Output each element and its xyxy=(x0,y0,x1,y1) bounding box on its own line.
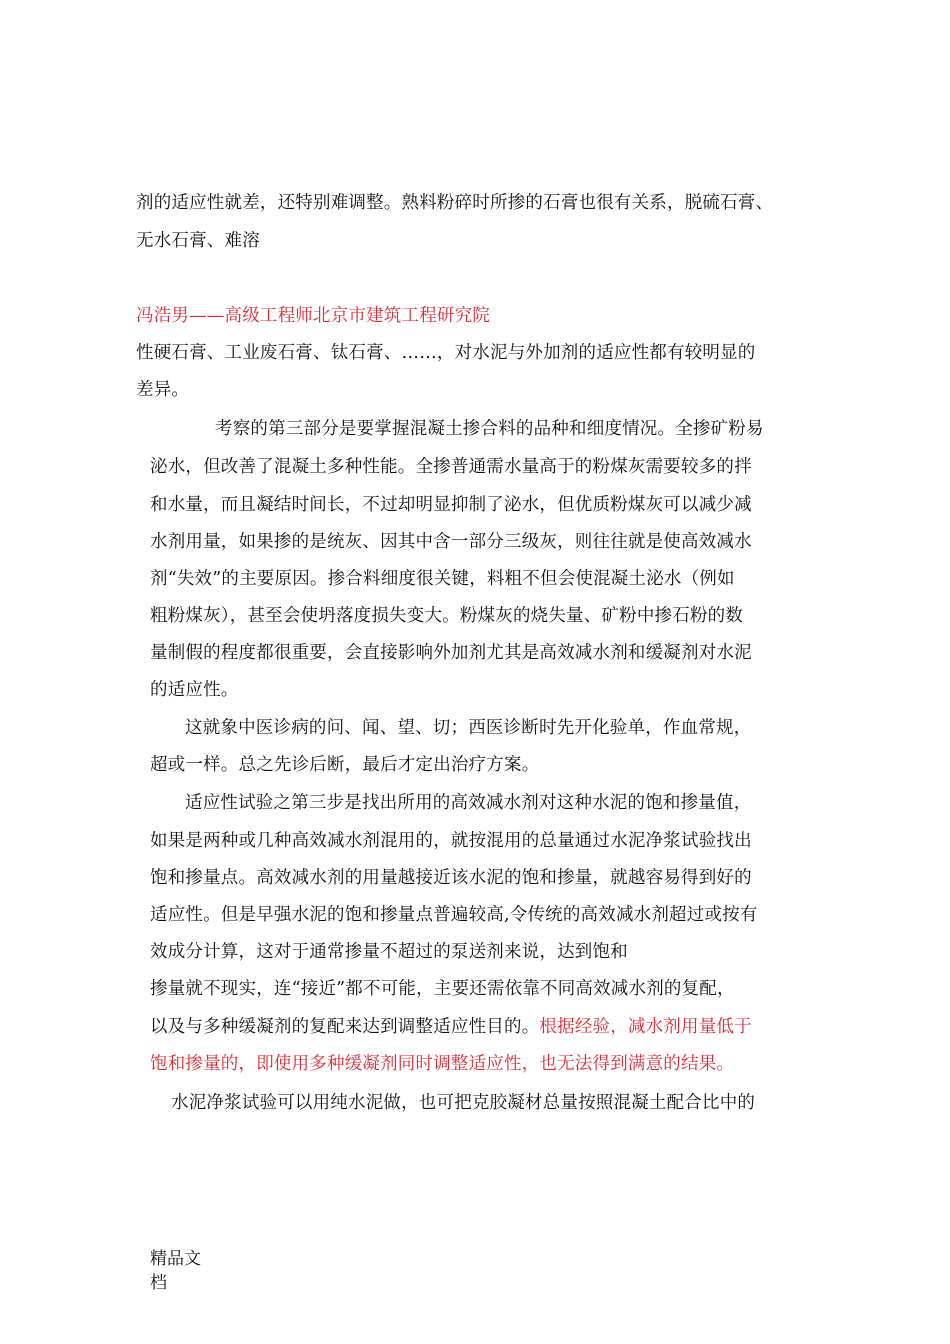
para2-line-5: 剂“失效”的主要原因。掺合料细度很关键，料粗不但会使混凝土泌水（例如 xyxy=(150,569,735,589)
para2-line-8: 的适应性。 xyxy=(150,680,239,700)
para2-line-3: 和水量，而且凝结时间长，不过却明显抑制了泌水，但优质粉煤灰可以减少减 xyxy=(150,495,752,515)
para2-line-2: 泌水，但改善了混凝土多种性能。全掺普通需水量高于的粉煤灰需要较多的拌 xyxy=(150,457,752,477)
para3-line-1: 这就象中医诊病的问、闻、望、切；西医诊断时先开化验单，作血常规， xyxy=(185,718,752,738)
para2-line-7: 量制假的程度都很重要，会直接影响外加剂尤其是高效减水剂和缓凝剂对水泥 xyxy=(150,643,752,663)
para4-line-1: 适应性试验之第三步是找出所用的高效减水剂对这种水泥的饱和掺量值， xyxy=(185,793,752,813)
intro-line-1: 剂的适应性就差，还特别难调整。熟料粉碎时所掺的石膏也很有关系，脱硫石膏、 xyxy=(136,193,774,213)
para2-line-1: 考察的第三部分是要掌握混凝土掺合料的品种和细度情况。全掺矿粉易 xyxy=(215,419,764,439)
para4-line-7-red: 根据经验，减水剂用量低于 xyxy=(539,1017,752,1037)
para4-line-7 xyxy=(150,1015,752,1039)
author-line: 冯浩男——高级工程师北京市建筑工程研究院 xyxy=(136,306,490,326)
para3-line-2: 超或一样。总之先诊后断，最后才定出治疗方案。 xyxy=(150,755,540,775)
para1-line-1: 性硬石膏、工业废石膏、钛石膏、……，对水泥与外加剂的适应性都有较明显的 xyxy=(136,343,756,363)
intro-line-2: 无水石膏、难溶 xyxy=(136,231,260,251)
para4-line-8: 饱和掺量的，即使用多种缓凝剂同时调整适应性，也无法得到满意的结果。 xyxy=(150,1054,735,1074)
para1-line-2: 差异。 xyxy=(136,380,190,400)
para4-line-2: 如果是两种或几种高效减水剂混用的，就按混用的总量通过水泥净浆试验找出 xyxy=(150,831,752,851)
para4-line-3: 饱和掺量点。高效减水剂的用量越接近该水泥的饱和掺量，就越容易得到好的 xyxy=(150,868,752,888)
para4-line-6: 掺量就不现实，连“接近”都不可能，主要还需依靠不同高效减水剂的复配， xyxy=(150,979,735,999)
footer-mark: 精品文档 xyxy=(150,1249,201,1293)
para5-line-1: 水泥净浆试验可以用纯水泥做，也可把克胶凝材总量按照混凝土配合比中的 xyxy=(171,1093,756,1113)
para4-line-7-black: 以及与多种缓凝剂的复配来达到调整适应性目的。 xyxy=(150,1017,540,1037)
para2-line-4: 水剂用量，如果掺的是统灰、因其中含一部分三级灰，则往往就是使高效减水 xyxy=(150,532,752,552)
para2-line-6: 粗粉煤灰），甚至会使坍落度损失变大。粉煤灰的烧失量、矿粉中掺石粉的数 xyxy=(150,606,744,626)
para4-line-5: 效成分计算，这对于通常掺量不超过的泵送剂来说，达到饱和 xyxy=(150,942,628,962)
para4-line-4: 适应性。但是早强水泥的饱和掺量点普遍较高,令传统的高效减水剂超过或按有 xyxy=(150,905,758,925)
